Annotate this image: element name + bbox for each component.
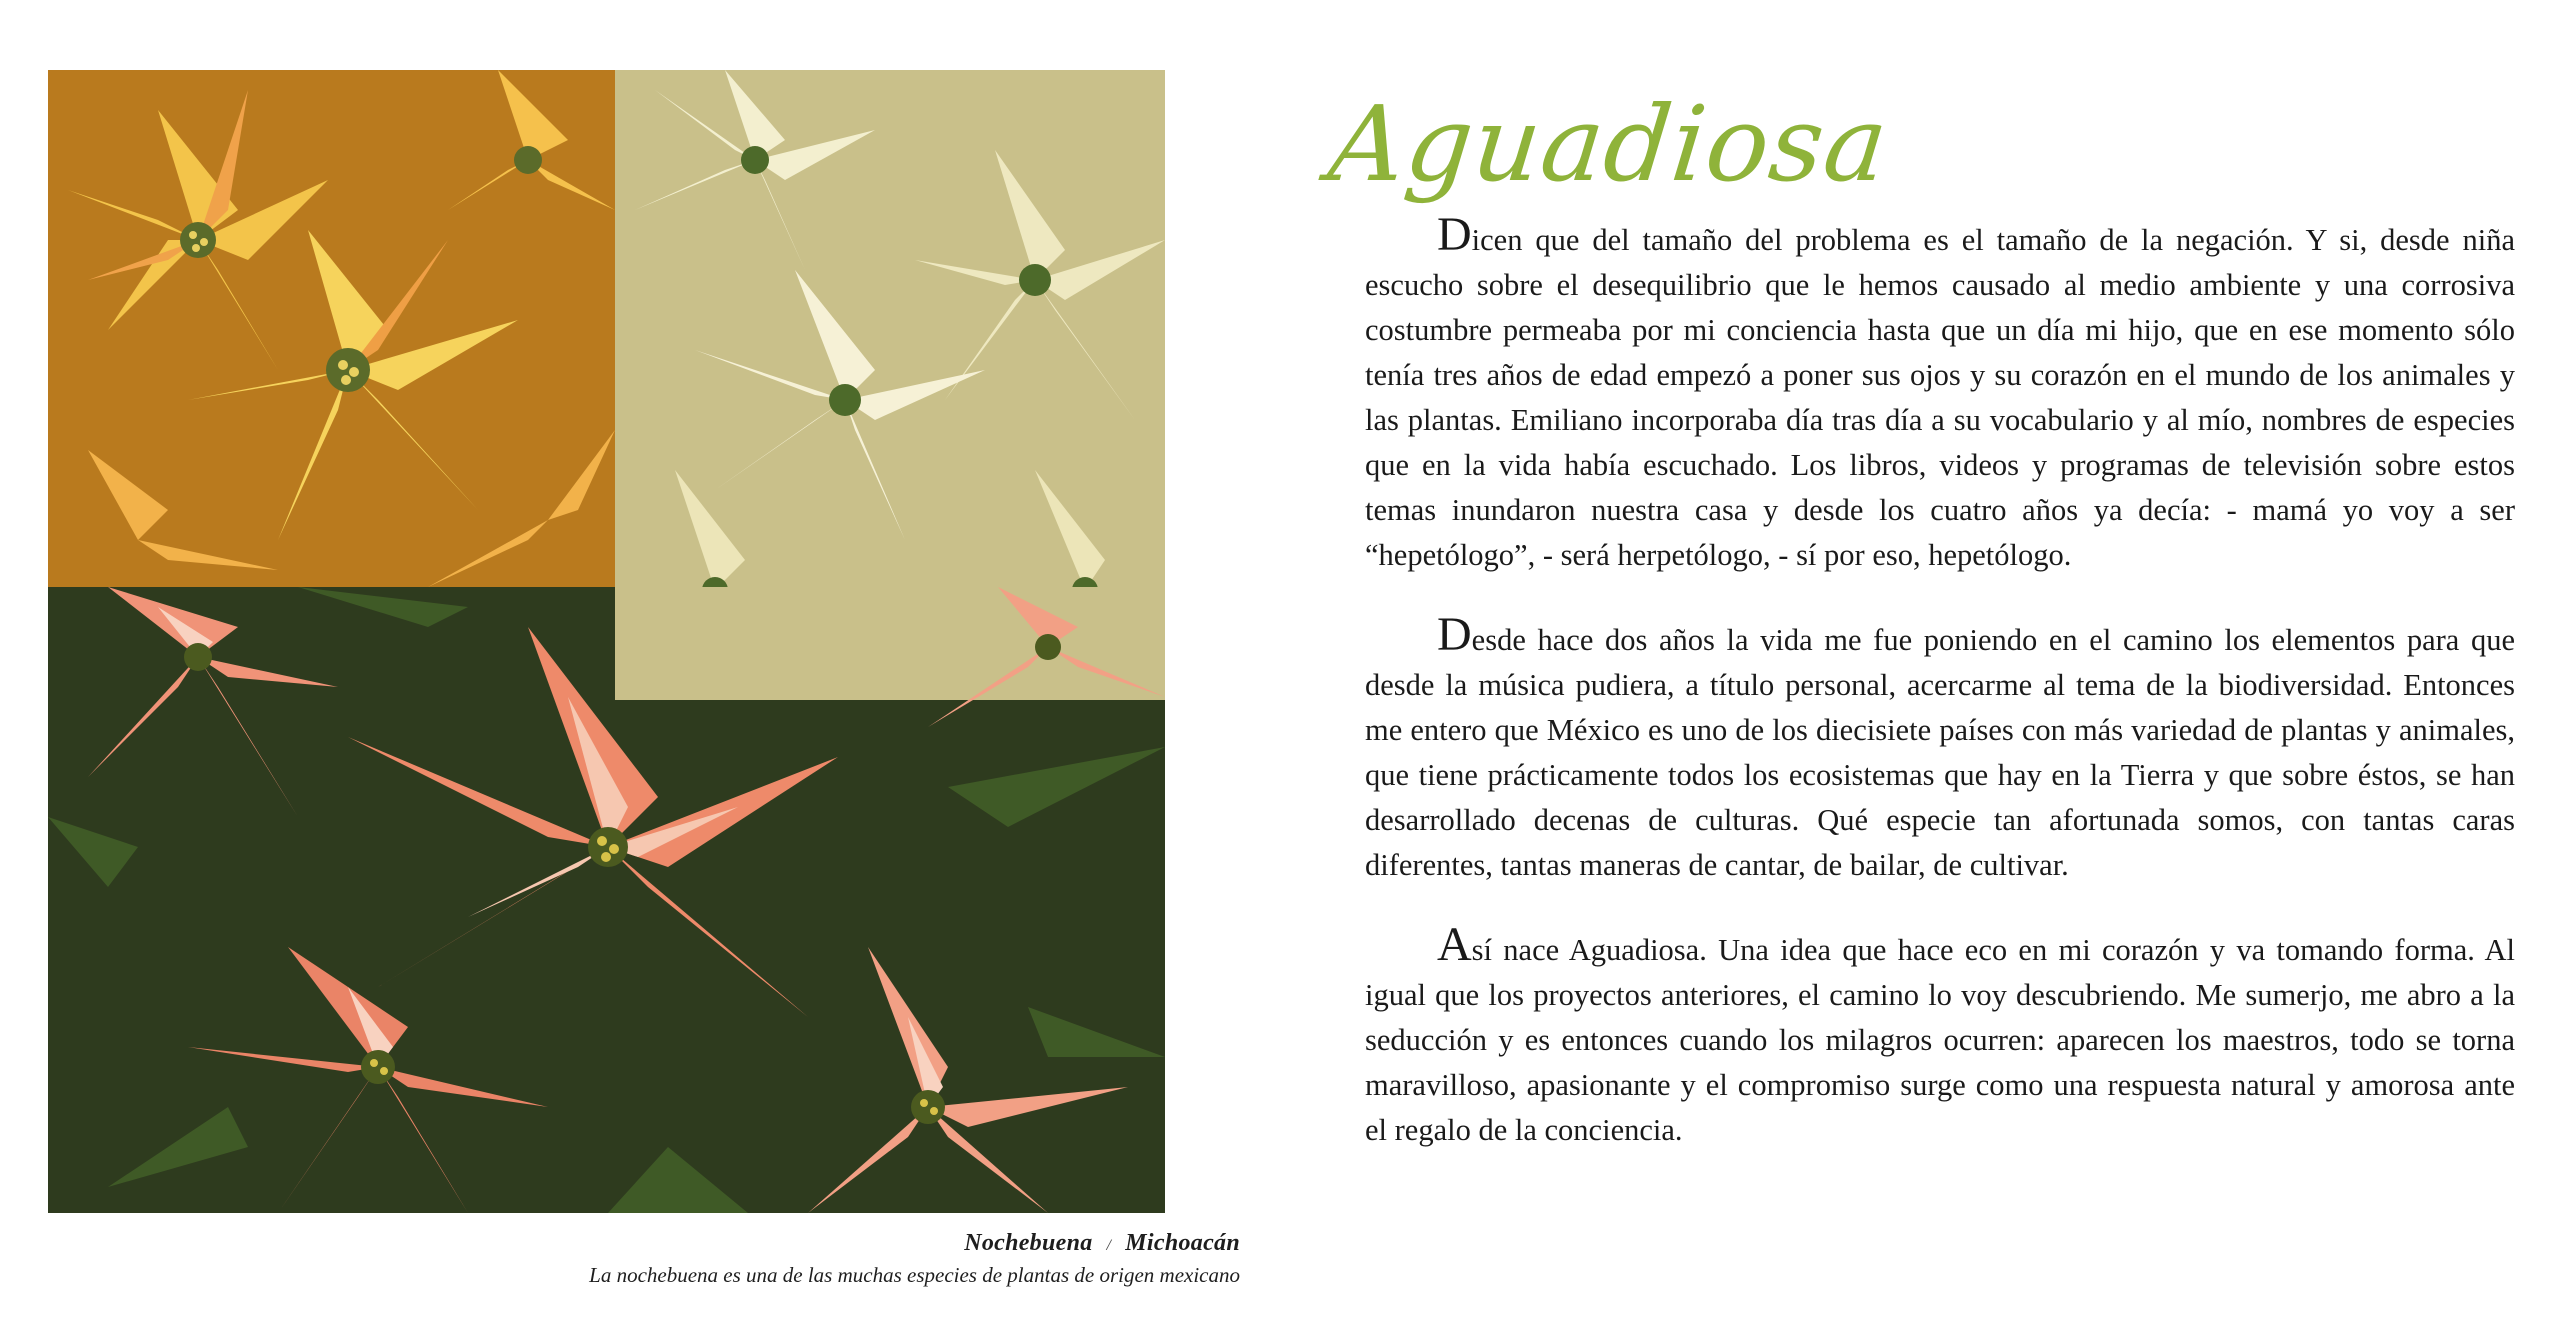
paragraph-1-text: icen que del tamaño del problema es el tamaño de la negación. Y si, desde niña escucho sobre el desequilibrio que le hemos causado al medio ambiente y una corrosiva costumbre permeaba por mi conciencia hasta que un día mi hijo, que en ese momento sólo tenía tres años de edad empezó a poner sus ojos y su corazón en el mundo de los animales y las plantas. Emiliano incorporaba día tras día a su vocabulario y al mío, nombres de especies que en la vida había escuchado. Los libros, videos y programas de televisión sobre estos temas inundaron nuestra casa y desde los cuatro años ya decía: - mamá yo voy a ser “hepetólogo”, - será herpetólogo, - sí por eso, hepetólogo.	[1365, 223, 2515, 572]
paragraph-3	[1365, 918, 2515, 1153]
paragraph-3-initial: A	[1437, 918, 1472, 971]
photo-salmon-pink-poinsettia	[48, 587, 1165, 1213]
article-title: Aguadiosa	[1323, 83, 1894, 205]
poinsettia-photo-collage	[48, 70, 1165, 1213]
paragraph-3-text: sí nace Aguadiosa. Una idea que hace eco en mi corazón y va tomando forma. Al igual que los proyectos anteriores, el camino lo voy descubriendo. Me sumerjo, me abro a la seducción y es entonces cuando los milagros ocurren: aparecen los maestros, todo se torna maravilloso, apasionante y el compromiso surge como una respuesta natural y amorosa ante el regalo de la conciencia.	[1365, 933, 2515, 1147]
caption-place: Michoacán	[1125, 1230, 1240, 1256]
paragraph-2-text: esde hace dos años la vida me fue poniendo en el camino los elementos para que desde la música pudiera, a título personal, acercarme al tema de la biodiversidad. Entonces me entero que México es uno de los diecisiete países con más variedad de plantas y animales, que tiene prácticamente todos los ecosistemas que hay en la Tierra y que sobre éstos, se han desarrollado decenas de culturas. Qué especie tan afortunada somos, con tantas caras diferentes, tantas maneras de cantar, de bailar, de cultivar.	[1365, 623, 2515, 882]
caption-separator: /	[1106, 1237, 1112, 1254]
paragraph-2-initial: D	[1437, 608, 1472, 661]
paragraph-1-initial: D	[1437, 208, 1472, 261]
paragraph-1	[1365, 208, 2515, 578]
caption-text: La nochebuena es una de las muchas especies de plantas de origen mexicano	[589, 1263, 1240, 1287]
photo-yellow-orange-poinsettia	[48, 70, 615, 587]
paragraph-2	[1365, 608, 2515, 888]
caption-title	[589, 1230, 1240, 1257]
caption-name: Nochebuena	[964, 1230, 1093, 1256]
photo-caption	[589, 1230, 1240, 1288]
article-body	[1365, 208, 2515, 1193]
